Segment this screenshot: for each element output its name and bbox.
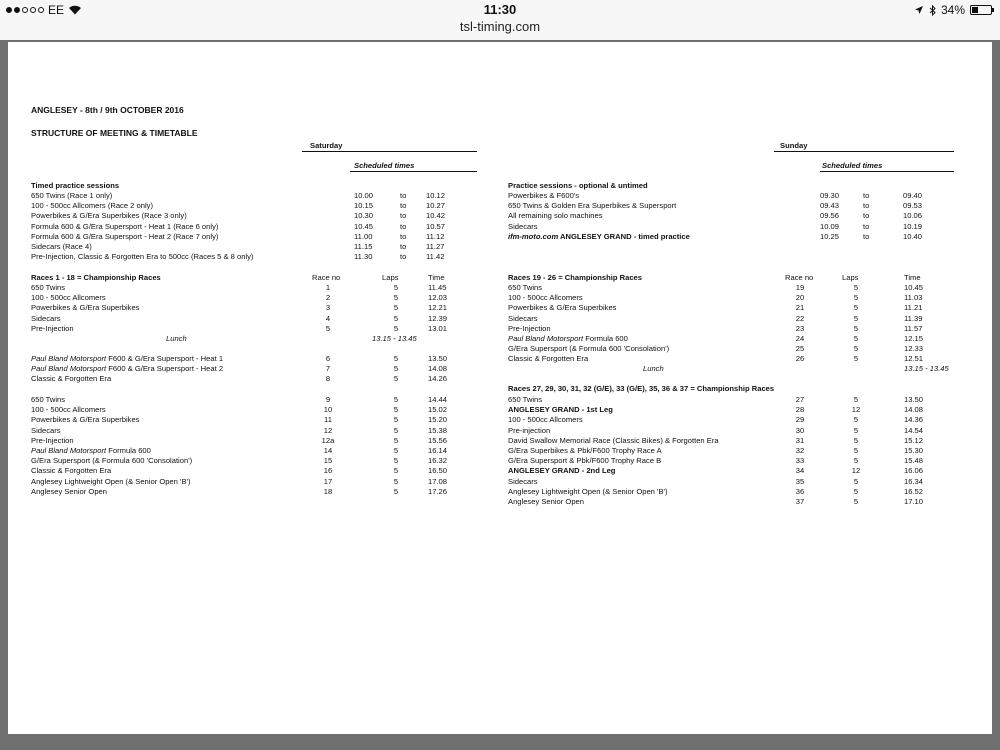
race-name: 100 - 500cc Allcomers: [508, 293, 583, 303]
race-name: Anglesey Senior Open: [31, 486, 107, 496]
race-laps: 5: [853, 303, 859, 313]
saturday-col-time: Time: [428, 273, 445, 282]
practice-start-time: 11.15: [354, 242, 373, 251]
race-number: 28: [795, 405, 805, 415]
practice-start-time: 11.00: [354, 231, 373, 241]
practice-end-time: 10.57: [426, 221, 446, 231]
sponsor-prefix: Paul Bland Motorsport: [31, 354, 107, 363]
practice-to-label: to: [400, 242, 407, 251]
race-name: Anglesey Lightweight Open (& Senior Open 'B'): [508, 486, 668, 496]
race-time: 16.50: [428, 466, 448, 476]
practice-start-time: 10.25: [820, 231, 840, 241]
race-number: 20: [795, 293, 805, 303]
race-time: 17.26: [428, 486, 448, 496]
race-laps: 5: [393, 395, 399, 404]
sponsor-prefix: Paul Bland Motorsport: [508, 334, 584, 343]
sponsor-prefix: Paul Bland Motorsport: [31, 446, 107, 455]
race-laps: 5: [393, 415, 399, 425]
race-number: 1: [325, 283, 331, 292]
race-number: 34: [795, 466, 805, 476]
saturday-col-race-no: Race no: [312, 273, 341, 282]
race-time: 14.26: [428, 374, 448, 384]
practice-to-label: to: [400, 221, 407, 231]
race-name: 650 Twins: [508, 283, 543, 292]
race-laps: 5: [853, 415, 859, 425]
race-laps: 12: [851, 466, 861, 476]
practice-session-name: All remaining solo machines: [508, 211, 603, 221]
race-name: Pre-Injection: [508, 323, 551, 333]
race-laps: 5: [853, 497, 859, 506]
practice-session-name: Formula 600 & G/Era Supersport - Heat 1 (Race 6 only): [31, 221, 219, 231]
sunday-col-race-no: Race no: [785, 273, 814, 282]
race-laps: 5: [853, 344, 859, 354]
race-number: 25: [795, 344, 805, 354]
race-number: 33: [795, 456, 805, 466]
race-number: 15: [323, 456, 333, 466]
practice-session-name: Formula 600 & G/Era Supersport - Heat 2 (Race 7 only): [31, 231, 219, 241]
race-name-text: Formula 600: [583, 334, 628, 343]
race-name: G/Era Superbikes & Pbk/F600 Trophy Race A: [508, 446, 662, 455]
race-name: Sidecars: [31, 425, 61, 435]
practice-to-label: to: [400, 252, 407, 262]
race-time: 14.08: [428, 364, 448, 374]
race-name: Classic & Forgotten Era: [31, 466, 112, 476]
practice-start-time: 09.30: [820, 191, 840, 200]
race-number: 6: [325, 354, 331, 363]
race-time: 10.45: [904, 283, 924, 292]
race-name: 100 - 500cc Allcomers: [31, 405, 106, 415]
race-laps: 5: [853, 354, 859, 364]
race-laps: 5: [853, 456, 859, 466]
race-time: 13.50: [428, 354, 448, 363]
race-name: G/Era Supersport & Pbk/F600 Trophy Race B: [508, 456, 662, 466]
race-laps: 5: [393, 283, 399, 292]
race-number: 30: [795, 425, 805, 435]
race-laps: 5: [853, 435, 859, 445]
race-name: Sidecars: [508, 313, 538, 323]
race-name: Sidecars: [508, 476, 538, 486]
race-laps: 5: [853, 283, 859, 292]
race-number: 9: [325, 395, 331, 404]
practice-end-time: 10.40: [903, 231, 923, 241]
race-laps: 5: [393, 405, 399, 415]
sunday-rule: [774, 151, 954, 152]
race-name: Pre-Injection: [31, 435, 74, 445]
practice-session-name: 650 Twins (Race 1 only): [31, 191, 113, 200]
sunday-lunch-time: 13.15 - 13.45: [904, 364, 949, 373]
race-time: 12.33: [904, 344, 924, 354]
race-laps: 5: [393, 466, 399, 476]
race-number: 19: [795, 283, 805, 292]
race-time: 14.54: [904, 425, 924, 435]
race-time: 15.20: [428, 415, 448, 425]
race-time: 15.12: [904, 435, 924, 445]
race-laps: 5: [393, 303, 399, 313]
race-time: 11.45: [428, 283, 447, 292]
practice-end-time: 11.27: [426, 242, 445, 251]
practice-end-time: 11.12: [426, 231, 445, 241]
race-number: 2: [325, 293, 331, 303]
practice-session-text: ANGLESEY GRAND - timed practice: [558, 231, 690, 241]
sunday-races-heading-2: Races 27, 29, 30, 31, 32 (G/E), 33 (G/E), 35, 36 & 37 = Championship Races: [508, 384, 775, 393]
race-name: Sidecars: [31, 313, 61, 323]
race-time: 15.56: [428, 435, 448, 445]
race-name: Classic & Forgotten Era: [508, 354, 589, 364]
practice-start-time: 09.56: [820, 211, 840, 221]
race-laps: 5: [393, 293, 399, 303]
race-laps: 12: [851, 405, 861, 415]
race-laps: 5: [853, 334, 859, 343]
race-name: Powerbikes & G/Era Superbikes: [31, 415, 140, 425]
race-laps: 5: [393, 364, 399, 374]
race-laps: 5: [853, 323, 859, 333]
document-page: [8, 42, 992, 734]
sunday-col-laps: Laps: [842, 273, 859, 282]
battery-icon: [970, 5, 992, 15]
saturday-lunch-time: 13.15 - 13.45: [372, 334, 417, 343]
race-laps: 5: [393, 354, 399, 363]
race-time: 12.03: [428, 293, 448, 303]
race-number: 8: [325, 374, 331, 384]
practice-end-time: 10.42: [426, 211, 446, 221]
practice-session-name: Pre-Injection, Classic & Forgotten Era to 500cc (Races 5 & 8 only): [31, 252, 254, 262]
race-time: 16.14: [428, 446, 448, 455]
practice-session-name: [508, 232, 690, 241]
race-number: 16: [323, 466, 333, 476]
race-number: 36: [795, 486, 805, 496]
bluetooth-icon: [929, 5, 936, 16]
race-time: 13.50: [904, 395, 924, 404]
location-arrow-icon: [914, 5, 924, 15]
race-number: 10: [323, 405, 333, 415]
race-time: 11.21: [904, 303, 923, 313]
race-name: [31, 354, 223, 363]
practice-to-label: to: [863, 231, 870, 241]
race-number: 4: [325, 313, 331, 323]
saturday-scheduled-times: Scheduled times: [354, 161, 415, 170]
race-name: Pre-Injection: [31, 323, 74, 333]
saturday-scheduled-rule: [350, 171, 477, 172]
carrier-name: EE: [48, 3, 65, 17]
saturday-lunch-label: Lunch: [166, 334, 187, 343]
race-time: 12.15: [904, 334, 924, 343]
sunday-scheduled-rule: [820, 171, 954, 172]
race-time: 11.03: [904, 293, 923, 303]
race-time: 11.39: [904, 313, 923, 323]
race-name: Anglesey Senior Open: [508, 497, 584, 506]
saturday-heading: Saturday: [310, 141, 343, 150]
race-number: 18: [323, 486, 333, 496]
practice-to-label: to: [863, 191, 870, 200]
race-laps: 5: [853, 446, 859, 455]
race-name-text: Formula 600: [106, 446, 151, 455]
race-laps: 5: [393, 313, 399, 323]
race-number: 26: [795, 354, 805, 364]
race-name: Anglesey Lightweight Open (& Senior Open 'B'): [31, 476, 191, 486]
race-number: 14: [323, 446, 333, 455]
practice-end-time: 11.42: [426, 252, 445, 262]
practice-start-time: 11.30: [354, 252, 373, 262]
race-name: ANGLESEY GRAND - 1st Leg: [508, 405, 613, 415]
race-number: 12: [323, 425, 333, 435]
race-time: 15.02: [428, 405, 448, 415]
practice-start-time: 10.45: [354, 221, 374, 231]
sunday-heading: Sunday: [780, 141, 808, 150]
practice-end-time: 10.27: [426, 201, 446, 211]
race-number: 24: [795, 334, 805, 343]
race-name: David Swallow Memorial Race (Classic Bikes) & Forgotten Era: [508, 435, 719, 445]
practice-to-label: to: [400, 211, 407, 221]
race-laps: 5: [393, 446, 399, 455]
practice-start-time: 10.00: [354, 191, 374, 200]
race-time: 15.48: [904, 456, 924, 466]
practice-session-name: Sidecars: [508, 221, 538, 231]
race-laps: 5: [853, 486, 859, 496]
race-time: 13.01: [428, 323, 448, 333]
race-name: [31, 364, 223, 373]
race-number: 12a: [321, 435, 335, 445]
race-number: 5: [325, 323, 331, 333]
race-time: 16.52: [904, 486, 924, 496]
saturday-rule: [302, 151, 477, 152]
clock: 11:30: [483, 2, 517, 17]
address-bar[interactable]: tsl-timing.com: [459, 19, 541, 34]
race-laps: 5: [853, 313, 859, 323]
sunday-lunch-label: Lunch: [643, 364, 664, 373]
race-laps: 5: [393, 456, 399, 466]
practice-to-label: to: [400, 231, 407, 241]
race-number: 17: [323, 476, 333, 486]
race-name-text: F600 & G/Era Supersport - Heat 2: [106, 364, 224, 374]
ios-status-bar: [0, 0, 1000, 40]
race-laps: 5: [853, 293, 859, 303]
race-name: G/Era Supersport (& Formula 600 'Consolation'): [31, 456, 193, 466]
race-number: 31: [795, 435, 805, 445]
practice-end-time: 10.19: [903, 221, 923, 231]
status-right: [914, 3, 992, 17]
race-number: 35: [795, 476, 805, 486]
practice-end-time: 10.12: [426, 191, 446, 200]
practice-session-name: Powerbikes & F600's: [508, 191, 580, 200]
race-time: 14.36: [904, 415, 924, 425]
race-name: G/Era Supersport (& Formula 600 'Consolation'): [508, 344, 670, 354]
race-name: [31, 446, 151, 455]
race-number: 27: [795, 395, 805, 404]
practice-end-time: 09.40: [903, 191, 923, 200]
race-name: 650 Twins: [31, 283, 66, 292]
race-number: 3: [325, 303, 331, 313]
battery-percent: 34%: [940, 3, 965, 17]
race-time: 12.51: [904, 354, 924, 364]
race-number: 21: [795, 303, 805, 313]
practice-session-name: Sidecars (Race 4): [31, 242, 92, 251]
race-time: 11.57: [904, 323, 923, 333]
practice-to-label: to: [400, 201, 407, 211]
race-name: [508, 334, 628, 343]
saturday-col-laps: Laps: [382, 273, 399, 282]
race-time: 16.32: [428, 456, 448, 466]
race-number: 37: [795, 497, 805, 506]
race-number: 23: [795, 323, 805, 333]
race-laps: 5: [393, 435, 399, 445]
race-name: Pre-injection: [508, 425, 551, 435]
race-name: Classic & Forgotten Era: [31, 374, 112, 384]
practice-start-time: 10.30: [354, 211, 374, 221]
practice-to-label: to: [863, 221, 870, 231]
race-laps: 5: [853, 476, 859, 486]
race-name: 650 Twins: [508, 395, 543, 404]
race-name: 100 - 500cc Allcomers: [508, 415, 583, 425]
race-name: Powerbikes & G/Era Superbikes: [31, 303, 140, 313]
race-time: 15.30: [904, 446, 924, 455]
sunday-races-heading: Races 19 - 26 = Championship Races: [508, 273, 643, 282]
practice-session-name: Powerbikes & G/Era Superbikes (Race 3 only): [31, 211, 187, 221]
race-laps: 5: [393, 425, 399, 435]
race-name-text: F600 & G/Era Supersport - Heat 1: [106, 354, 224, 363]
race-laps: 5: [853, 425, 859, 435]
race-laps: 5: [853, 395, 859, 404]
race-number: 29: [795, 415, 805, 425]
race-time: 16.34: [904, 476, 924, 486]
saturday-practice-heading: Timed practice sessions: [31, 181, 120, 190]
race-time: 17.08: [428, 476, 448, 486]
race-laps: 5: [393, 374, 399, 384]
race-laps: 5: [393, 486, 399, 496]
sunday-scheduled-times: Scheduled times: [822, 161, 883, 170]
race-name: Powerbikes & G/Era Superbikes: [508, 303, 617, 313]
practice-start-time: 10.15: [354, 201, 374, 211]
race-name: 100 - 500cc Allcomers: [31, 293, 106, 303]
race-time: 14.44: [428, 395, 448, 404]
practice-end-time: 09.53: [903, 201, 923, 211]
practice-to-label: to: [863, 211, 870, 221]
practice-start-time: 10.09: [820, 221, 840, 231]
document-title: ANGLESEY - 8th / 9th OCTOBER 2016: [31, 105, 184, 115]
race-laps: 5: [393, 476, 399, 486]
race-time: 17.10: [904, 497, 924, 506]
practice-to-label: to: [400, 191, 407, 200]
race-number: 7: [325, 364, 331, 374]
practice-start-time: 09.43: [820, 201, 840, 211]
race-time: 16.06: [904, 466, 924, 476]
practice-to-label: to: [863, 201, 870, 211]
sponsor-prefix: ifm-moto.com: [508, 231, 559, 241]
race-number: 32: [795, 446, 805, 455]
race-name: ANGLESEY GRAND - 2nd Leg: [508, 466, 616, 476]
race-time: 12.21: [428, 303, 448, 313]
sponsor-prefix: Paul Bland Motorsport: [31, 364, 107, 374]
sunday-practice-heading: Practice sessions - optional & untimed: [508, 181, 648, 190]
practice-end-time: 10.06: [903, 211, 923, 221]
saturday-races-heading: Races 1 - 18 = Championship Races: [31, 273, 161, 282]
practice-session-name: 650 Twins & Golden Era Superbikes & Supersport: [508, 201, 677, 211]
document-subtitle: STRUCTURE OF MEETING & TIMETABLE: [31, 128, 198, 138]
race-name: 650 Twins: [31, 395, 66, 404]
race-time: 12.39: [428, 313, 448, 323]
race-laps: 5: [393, 323, 399, 333]
race-time: 15.38: [428, 425, 448, 435]
race-number: 11: [324, 415, 332, 425]
race-time: 14.08: [904, 405, 924, 415]
sunday-col-time: Time: [904, 273, 921, 282]
race-number: 22: [795, 313, 805, 323]
practice-session-name: 100 - 500cc Allcomers (Race 2 only): [31, 201, 153, 211]
